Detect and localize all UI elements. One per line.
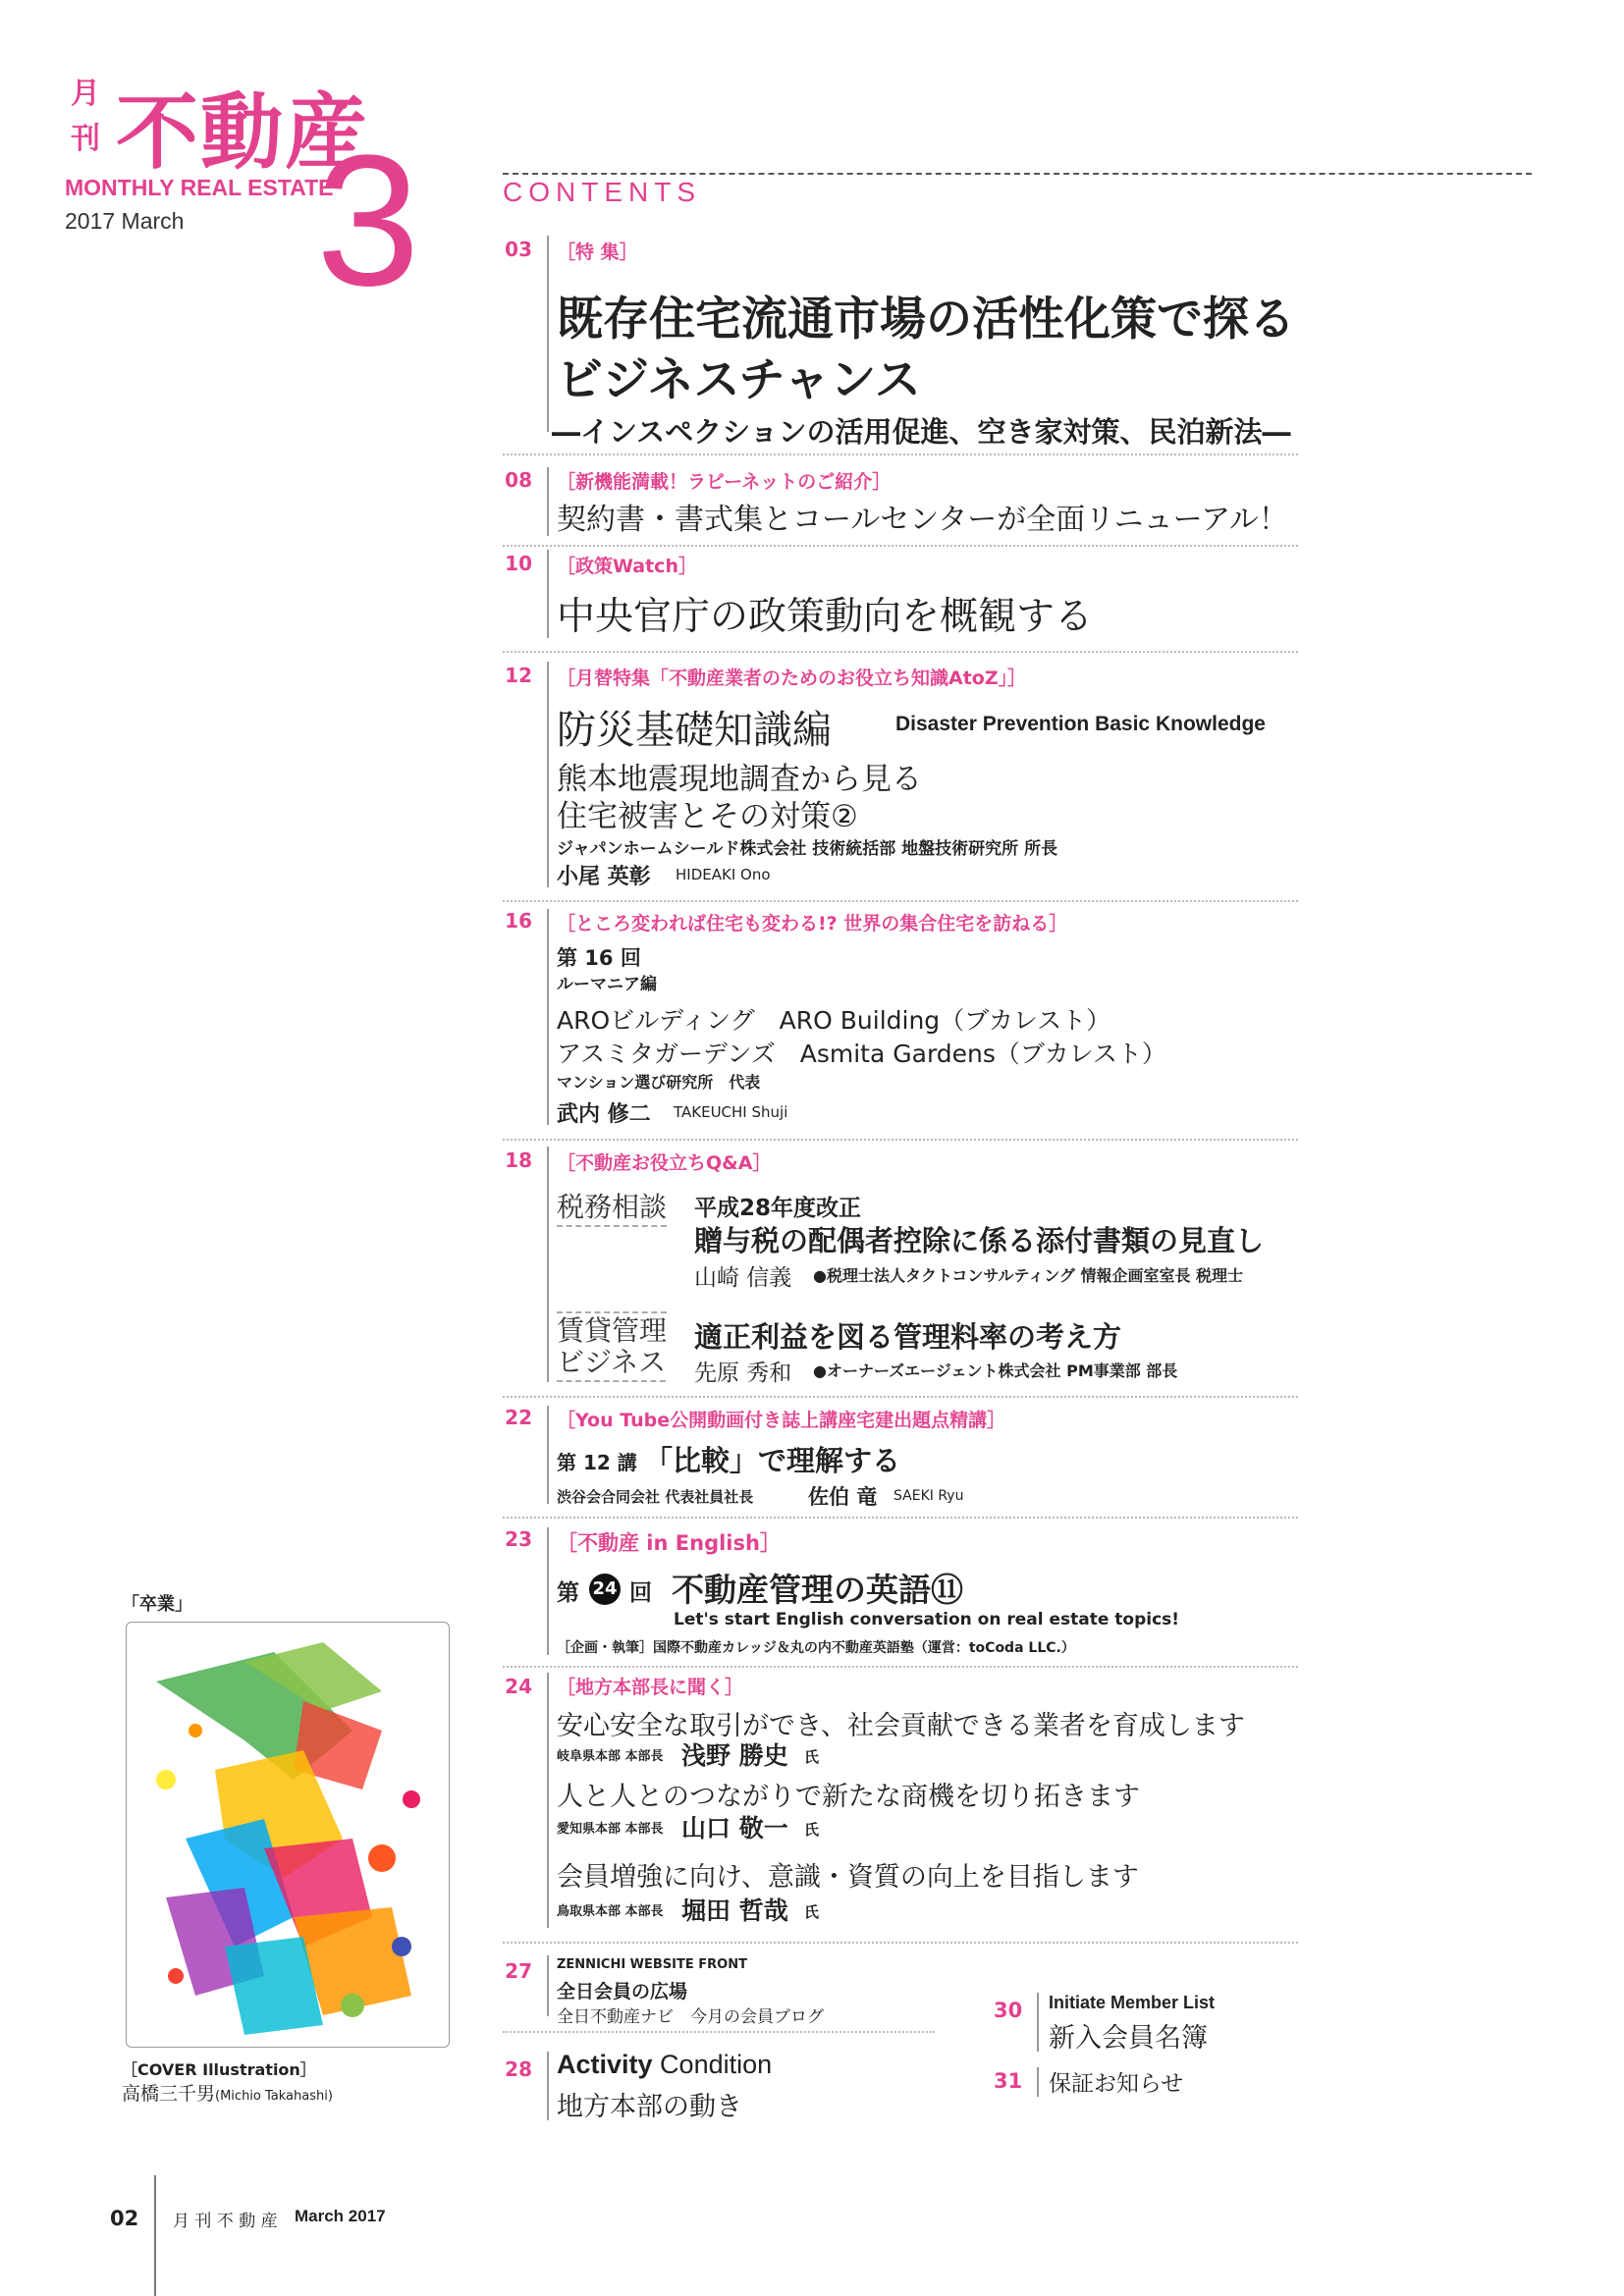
round-number: 24 bbox=[592, 1578, 618, 1599]
page-number-10: 10 bbox=[505, 552, 532, 575]
page-number-27: 27 bbox=[505, 1959, 532, 1983]
article-title: 不動産管理の英語⑪ bbox=[672, 1571, 963, 1609]
cover-illustration bbox=[126, 1622, 450, 2048]
interview-title: 会員増強に向け、意識・資質の向上を目指します bbox=[557, 1862, 1139, 1893]
author-name-en: SAEKI Ryu bbox=[893, 1488, 964, 1504]
section-tag: ［新機能満載！ラビーネットのご紹介］ bbox=[557, 471, 892, 493]
page-number-03: 03 bbox=[505, 238, 532, 261]
credit: ［企画・執筆］国際不動産カレッジ＆丸の内不動産英語塾（運営：toCoda LLC.） bbox=[557, 1640, 1075, 1656]
round-kai: 回 bbox=[629, 1580, 652, 1606]
page-number-22: 22 bbox=[505, 1406, 532, 1429]
page-number-08: 08 bbox=[505, 468, 532, 492]
contents-label: CONTENTS bbox=[503, 177, 701, 207]
masthead-date: 2017 March bbox=[65, 208, 185, 234]
feature-title-line2: ビジネスチャンス bbox=[557, 353, 921, 407]
article-subtitle: 全日不動産ナビ 今月の会員ブログ bbox=[557, 2007, 824, 2027]
section-bar bbox=[547, 909, 549, 1125]
author-name: 佐伯 竜 bbox=[808, 1485, 878, 1509]
category-label: ビジネス bbox=[557, 1345, 666, 1382]
cover-caption: 「卒業」 bbox=[122, 1594, 192, 1615]
page-number-28: 28 bbox=[505, 2057, 532, 2081]
title-bold: Activity bbox=[557, 2050, 653, 2079]
article-title: 贈与税の配偶者控除に係る添付書類の見直し bbox=[694, 1224, 1265, 1257]
author-name-en: HIDEAKI Ono bbox=[676, 866, 771, 883]
separator bbox=[503, 651, 1298, 653]
article-title: 中央官庁の政策動向を概観する bbox=[557, 595, 1094, 639]
section-tag: ［不動産お役立ちQ&A］ bbox=[557, 1152, 772, 1174]
cover-artist bbox=[122, 2079, 333, 2106]
masthead bbox=[59, 59, 452, 324]
page-number-31: 31 bbox=[994, 2069, 1023, 2093]
interviewee-name: 堀田 哲哉 bbox=[681, 1896, 788, 1925]
interviewee-affiliation: 鳥取県本部 本部長 bbox=[557, 1904, 664, 1919]
article-title: 「比較」で理解する bbox=[644, 1444, 901, 1477]
separator bbox=[503, 1942, 1298, 1944]
section-bar bbox=[547, 467, 549, 536]
page-number-12: 12 bbox=[505, 664, 532, 687]
article-heading: 平成28年度改正 bbox=[694, 1196, 862, 1221]
section-tag: ［政策Watch］ bbox=[557, 556, 697, 577]
bird-flower-illustration bbox=[127, 1623, 449, 2047]
separator bbox=[503, 1139, 1298, 1141]
separator bbox=[503, 1666, 1298, 1668]
article-title-en: Disaster Prevention Basic Knowledge bbox=[895, 713, 1266, 735]
feature-title-line1: 既存住宅流通市場の活性化策で探る bbox=[557, 293, 1295, 347]
author-affiliation: マンション選び研究所 代表 bbox=[557, 1073, 761, 1092]
section-tag: ZENNICHI WEBSITE FRONT bbox=[557, 1957, 747, 1972]
artist-name: 高橋三千男 bbox=[122, 2083, 216, 2105]
section-bar bbox=[547, 550, 549, 638]
separator bbox=[503, 1517, 1298, 1519]
interview-title: 安心安全な取引ができ、社会貢献できる業者を育成します bbox=[557, 1711, 1245, 1741]
footer-page-number: 02 bbox=[110, 2207, 139, 2230]
interviewee-name: 浅野 勝史 bbox=[681, 1741, 788, 1770]
building-2: アスミタガーデンズ Asmita Gardens（ブカレスト） bbox=[557, 1040, 1166, 1068]
section-bar bbox=[547, 1527, 549, 1655]
page-number-30: 30 bbox=[994, 1999, 1023, 2022]
interviewee-affiliation: 岐阜県本部 本部長 bbox=[557, 1749, 664, 1764]
section-tag: ［不動産 in English］ bbox=[557, 1531, 781, 1555]
article-title: 適正利益を図る管理料率の考え方 bbox=[694, 1320, 1122, 1354]
section-bar bbox=[1037, 1993, 1039, 2052]
article-subtitle: 地方本部の動き bbox=[557, 2092, 742, 2122]
category-label: 賃貸管理 bbox=[557, 1311, 667, 1349]
feature-subtitle: ―インスペクションの活用促進、空き家対策、民泊新法― bbox=[552, 415, 1291, 449]
author-affiliation: ●税理士法人タクトコンサルティング 情報企画室室長 税理士 bbox=[813, 1266, 1244, 1285]
article-title-en: Let's start English conversation on real estate topics! bbox=[674, 1610, 1180, 1629]
footer-date: March 2017 bbox=[295, 2207, 386, 2225]
section-bar bbox=[547, 1955, 549, 2016]
interviewee-name: 山口 敬一 bbox=[681, 1814, 788, 1842]
section-bar bbox=[547, 2052, 549, 2120]
separator bbox=[503, 900, 1298, 902]
building-1: AROビルディング ARO Building（ブカレスト） bbox=[557, 1006, 1111, 1035]
page-number-24: 24 bbox=[505, 1675, 532, 1698]
section-tag: ［特 集］ bbox=[557, 241, 638, 263]
page-number-23: 23 bbox=[505, 1527, 532, 1551]
masthead-title: 不動産 bbox=[116, 84, 370, 181]
masthead-en: MONTHLY REAL ESTATE bbox=[65, 175, 334, 200]
author-name: 先原 秀和 bbox=[694, 1361, 792, 1386]
section-bar bbox=[547, 662, 549, 887]
interviewee-suffix: 氏 bbox=[804, 1748, 820, 1766]
author-affiliation: ●オーナーズエージェント株式会社 PM事業部 部長 bbox=[813, 1362, 1178, 1380]
section-tag: Initiate Member List bbox=[1049, 1993, 1216, 2012]
artist-name-en: (Michio Takahashi) bbox=[215, 2089, 333, 2104]
interviewee-affiliation: 愛知県本部 本部長 bbox=[557, 1822, 664, 1837]
interviewee-suffix: 氏 bbox=[804, 1903, 820, 1921]
section-bar bbox=[547, 1147, 549, 1382]
section-tag: ［ところ変われば住宅も変わる!? 世界の集合住宅を訪ねる］ bbox=[557, 913, 1068, 934]
separator bbox=[503, 2031, 935, 2033]
interviewee-suffix: 氏 bbox=[804, 1821, 820, 1839]
masthead-tsuki: 月 bbox=[71, 77, 100, 111]
author-name: 小尾 英彰 bbox=[557, 865, 651, 889]
article-subtitle: 熊本地震現地調査から見る bbox=[557, 762, 922, 797]
author-name: 武内 修二 bbox=[557, 1102, 651, 1127]
section-bar bbox=[1037, 2067, 1039, 2097]
interview-title: 人と人とのつながりで新たな商機を切り拓きます bbox=[557, 1782, 1140, 1812]
author-affiliation: 渋谷会合同会社 代表社員社長 bbox=[557, 1488, 754, 1506]
issue-number: 3 bbox=[316, 117, 420, 325]
footer-rule bbox=[154, 2175, 156, 2296]
article-title: 防災基礎知識編 bbox=[557, 708, 832, 753]
cover-label: ［COVER Illustration］ bbox=[122, 2060, 316, 2079]
separator bbox=[503, 1396, 1298, 1398]
category-label: 税務相談 bbox=[557, 1190, 667, 1227]
author-affiliation: ジャパンホームシールド株式会社 技術統括部 地盤技術研究所 所長 bbox=[557, 839, 1058, 859]
page-number-16: 16 bbox=[505, 909, 532, 933]
lecture-round: 第 12 講 bbox=[557, 1451, 637, 1474]
article-title: 契約書・書式集とコールセンターが全面リニューアル！ bbox=[557, 503, 1288, 537]
article-title: 全日会員の広場 bbox=[557, 1981, 688, 2002]
title-regular: Condition bbox=[652, 2050, 773, 2079]
separator bbox=[503, 454, 1298, 455]
author-name: 山崎 信義 bbox=[694, 1265, 792, 1291]
footer-magazine: 月 刊 不 動 産 bbox=[173, 2212, 278, 2231]
author-name-en: TAKEUCHI Shuji bbox=[674, 1103, 788, 1121]
separator bbox=[503, 545, 1298, 547]
round-dai: 第 bbox=[557, 1580, 579, 1606]
section-tag: ［You Tube公開動画付き誌上講座宅建出題点精講］ bbox=[557, 1410, 1006, 1431]
article-title: 保証お知らせ bbox=[1049, 2071, 1184, 2097]
section-tag: ［地方本部長に聞く］ bbox=[557, 1677, 744, 1698]
contents-header bbox=[503, 167, 1532, 216]
masthead-kan: 刊 bbox=[71, 122, 100, 156]
header-dashes bbox=[503, 173, 1532, 175]
section-bar bbox=[547, 1673, 549, 1928]
section-bar bbox=[547, 236, 549, 432]
page-number-18: 18 bbox=[505, 1148, 532, 1172]
series-area: ルーマニア編 bbox=[557, 975, 657, 994]
section-bar bbox=[547, 1406, 549, 1504]
round-number-badge bbox=[589, 1574, 621, 1605]
article-title bbox=[557, 2050, 772, 2080]
article-title: 新入会員名簿 bbox=[1049, 2023, 1208, 2054]
section-tag: ［月替特集「不動産業者のためのお役立ち知識AtoZ」］ bbox=[557, 667, 1027, 689]
article-subtitle: 住宅被害とその対策② bbox=[557, 799, 858, 834]
series-round: 第 16 回 bbox=[557, 946, 641, 970]
